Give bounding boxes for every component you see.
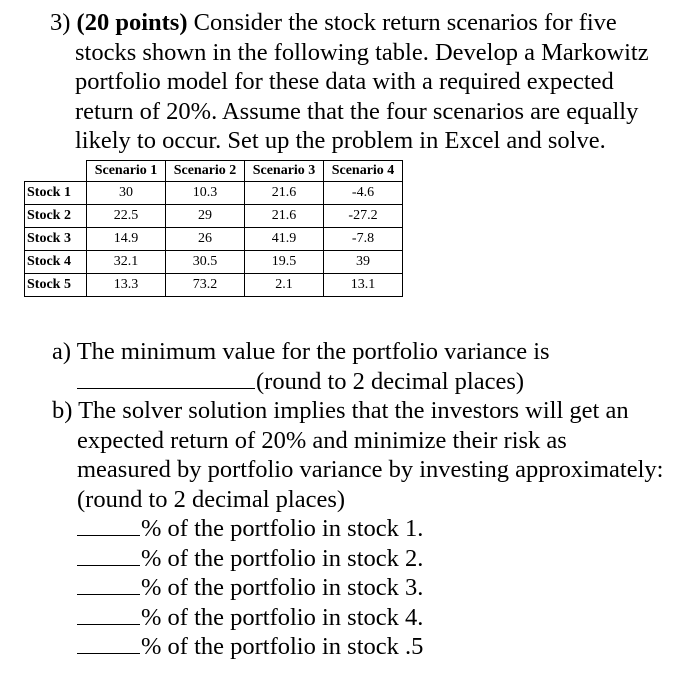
table-cell: 32.1 [87, 251, 166, 274]
table-cell: 2.1 [245, 274, 324, 297]
table-cell: 19.5 [245, 251, 324, 274]
table-cell: 21.6 [245, 205, 324, 228]
problem-line-1 [50, 8, 690, 38]
answer-line-stock-5 [52, 632, 692, 662]
table-cell: 73.2 [166, 274, 245, 297]
question-b-text-2: expected return of 20% and minimize their risk as [77, 426, 567, 454]
question-b-text-3: measured by portfolio variance by investing approximately: [77, 456, 664, 483]
table-header-scenario-2: Scenario 2 [166, 161, 245, 182]
table-row [25, 251, 403, 274]
table-cell: -4.6 [324, 182, 403, 205]
answer-blank-stock-3[interactable] [77, 593, 140, 595]
row-label: Stock 1 [25, 182, 87, 205]
table-header-scenario-4: Scenario 4 [324, 161, 403, 182]
table-row [25, 274, 403, 297]
problem-text-1: Consider the stock return scenarios for five [193, 9, 617, 36]
problem-number: 3) [50, 9, 71, 36]
row-label: Stock 5 [25, 274, 87, 297]
table-cell: 21.6 [245, 182, 324, 205]
problem-text-2: stocks shown in the following table. Develop a Markowitz [75, 38, 649, 66]
row-label: Stock 3 [25, 228, 87, 251]
questions-section [52, 337, 692, 662]
table-cell: 13.1 [324, 274, 403, 297]
answer-blank-stock-1[interactable] [77, 534, 140, 536]
question-a-answer-line [52, 367, 692, 397]
problem-text-3: portfolio model for these data with a required expected [75, 68, 614, 95]
answer-line-stock-2 [52, 544, 692, 574]
answer-line-stock-1 [52, 514, 692, 544]
table-cell: 30.5 [166, 251, 245, 274]
table-corner-cell [25, 161, 87, 182]
table-cell: 22.5 [87, 205, 166, 228]
answer-text: % of the portfolio in stock .5 [141, 633, 424, 660]
problem-statement [50, 8, 690, 156]
table-cell: 10.3 [166, 182, 245, 205]
table-cell: 39 [324, 251, 403, 274]
question-a-text: a) The minimum value for the portfolio variance is [52, 338, 550, 365]
question-b-text-4: (round to 2 decimal places) [77, 485, 346, 513]
answer-line-stock-3 [52, 573, 692, 603]
table-row [25, 205, 403, 228]
problem-text-4: return of 20%. Assume that the four scenarios are equally [75, 97, 639, 125]
answer-line-stock-4 [52, 603, 692, 633]
table-cell: 30 [87, 182, 166, 205]
table-row [25, 182, 403, 205]
answer-text: % of the portfolio in stock 1. [141, 515, 424, 542]
answer-blank-stock-5[interactable] [77, 652, 140, 654]
row-label: Stock 2 [25, 205, 87, 228]
table-cell: 14.9 [87, 228, 166, 251]
table-cell: 29 [166, 205, 245, 228]
table-cell: -27.2 [324, 205, 403, 228]
answer-text: % of the portfolio in stock 4. [141, 603, 424, 631]
problem-points: (20 points) [76, 9, 188, 36]
stock-returns-table [24, 160, 403, 297]
answer-text: % of the portfolio in stock 3. [141, 574, 424, 601]
table-header-scenario-3: Scenario 3 [245, 161, 324, 182]
problem-text-5: likely to occur. Set up the problem in Excel and solve. [75, 127, 606, 154]
answer-blank-stock-2[interactable] [77, 564, 140, 566]
table-cell: 26 [166, 228, 245, 251]
answer-blank-variance[interactable] [77, 387, 255, 389]
table-cell: 41.9 [245, 228, 324, 251]
table-cell: 13.3 [87, 274, 166, 297]
table-cell: -7.8 [324, 228, 403, 251]
table-header-scenario-1: Scenario 1 [87, 161, 166, 182]
table-header-row [25, 161, 403, 182]
question-a-note: (round to 2 decimal places) [256, 367, 525, 395]
row-label: Stock 4 [25, 251, 87, 274]
answer-text: % of the portfolio in stock 2. [141, 544, 424, 572]
question-b-text-1: b) The solver solution implies that the investors will get an [52, 397, 629, 424]
table-row [25, 228, 403, 251]
answer-blank-stock-4[interactable] [77, 623, 140, 625]
